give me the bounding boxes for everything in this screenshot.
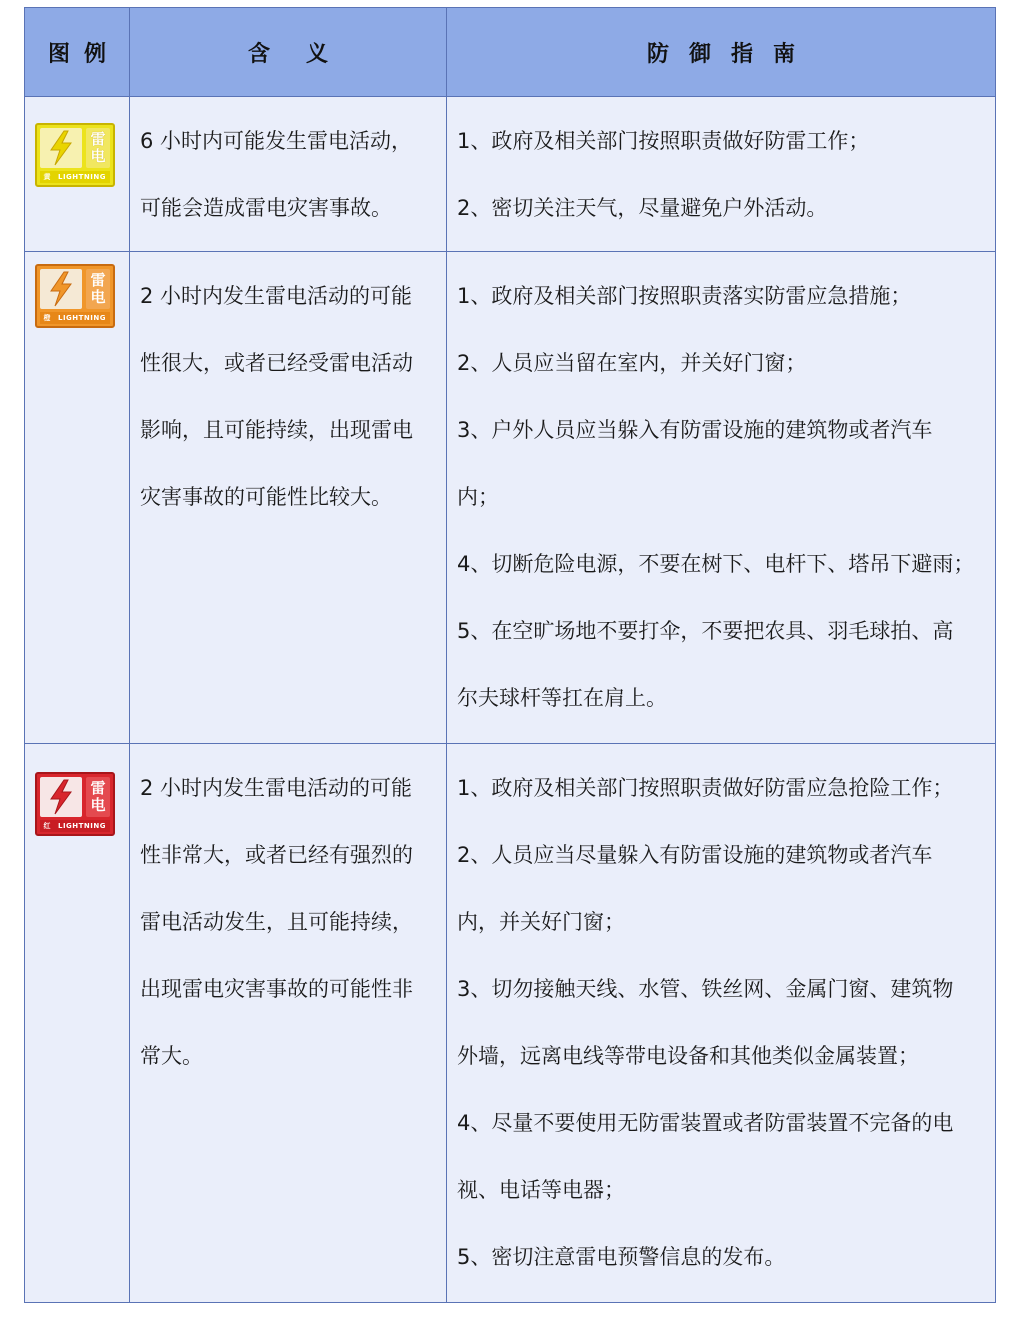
table-row [25,97,996,252]
guide-line: 内； [457,485,499,509]
guide-line: 2、密切关注天气，尽量避免户外活动。 [457,196,828,220]
meaning-line: 2 小时内发生雷电活动的可能 [140,284,413,308]
meaning-cell [130,252,447,744]
guide-line: 5、在空旷场地不要打伞，不要把农具、羽毛球拍、高 [457,619,954,643]
guide-line: 内，并关好门窗； [457,910,625,934]
meaning-line: 2 小时内发生雷电活动的可能 [140,776,413,800]
guide-line: 3、户外人员应当躲入有防雷设施的建筑物或者汽车 [457,418,933,442]
guide-line: 4、尽量不要使用无防雷装置或者防雷装置不完备的电 [457,1111,954,1135]
meaning-line: 雷电活动发生，且可能持续， [140,910,413,934]
legend-header: 图例 [25,8,130,97]
lightning-orange-signal-icon: 雷 电 橙 LIGHTNING [35,264,115,328]
meaning-line: 灾害事故的可能性比较大。 [140,485,392,509]
guide-header: 防御指南 [447,8,996,97]
meaning-line: 出现雷电灾害事故的可能性非 [140,977,413,1001]
table-header-row [25,8,996,97]
guide-line: 视、电话等电器； [457,1178,625,1202]
lightning-warning-table [24,7,996,1303]
lightning-red-signal-icon: 雷 电 红 LIGHTNING [35,772,115,836]
lightning-bolt-icon [40,269,82,309]
legend-cell [25,97,130,252]
guide-line: 3、切勿接触天线、水管、铁丝网、金属门窗、建筑物 [457,977,954,1001]
table-row [25,252,996,744]
guide-line: 5、密切注意雷电预警信息的发布。 [457,1245,786,1269]
guide-line: 2、人员应当留在室内，并关好门窗； [457,351,807,375]
guide-line: 1、政府及相关部门按照职责做好防雷应急抢险工作； [457,776,954,800]
meaning-line: 性很大，或者已经受雷电活动 [140,351,413,375]
legend-cell [25,744,130,1303]
meaning-line: 可能会造成雷电灾害事故。 [140,196,392,220]
guide-line: 外墙，远离电线等带电设备和其他类似金属装置； [457,1044,919,1068]
guide-line: 尔夫球杆等扛在肩上。 [457,686,667,710]
legend-cell [25,252,130,744]
guide-line: 1、政府及相关部门按照职责做好防雷工作； [457,129,870,153]
meaning-line: 6 小时内可能发生雷电活动， [140,129,413,153]
guide-cell [447,744,996,1303]
lightning-yellow-signal-icon: 雷 电 黄 LIGHTNING [35,123,115,187]
meaning-line: 性非常大，或者已经有强烈的 [140,843,413,867]
guide-line: 2、人员应当尽量躲入有防雷设施的建筑物或者汽车 [457,843,933,867]
guide-line: 4、切断危险电源，不要在树下、电杆下、塔吊下避雨； [457,552,975,576]
guide-cell [447,97,996,252]
meaning-header: 含义 [130,8,447,97]
guide-cell [447,252,996,744]
table-row [25,744,996,1303]
lightning-bolt-icon [40,777,82,817]
meaning-cell [130,744,447,1303]
meaning-line: 影响，且可能持续，出现雷电 [140,418,413,442]
guide-line: 1、政府及相关部门按照职责落实防雷应急措施； [457,284,912,308]
meaning-cell [130,97,447,252]
meaning-line: 常大。 [140,1044,203,1068]
lightning-bolt-icon [40,128,82,168]
